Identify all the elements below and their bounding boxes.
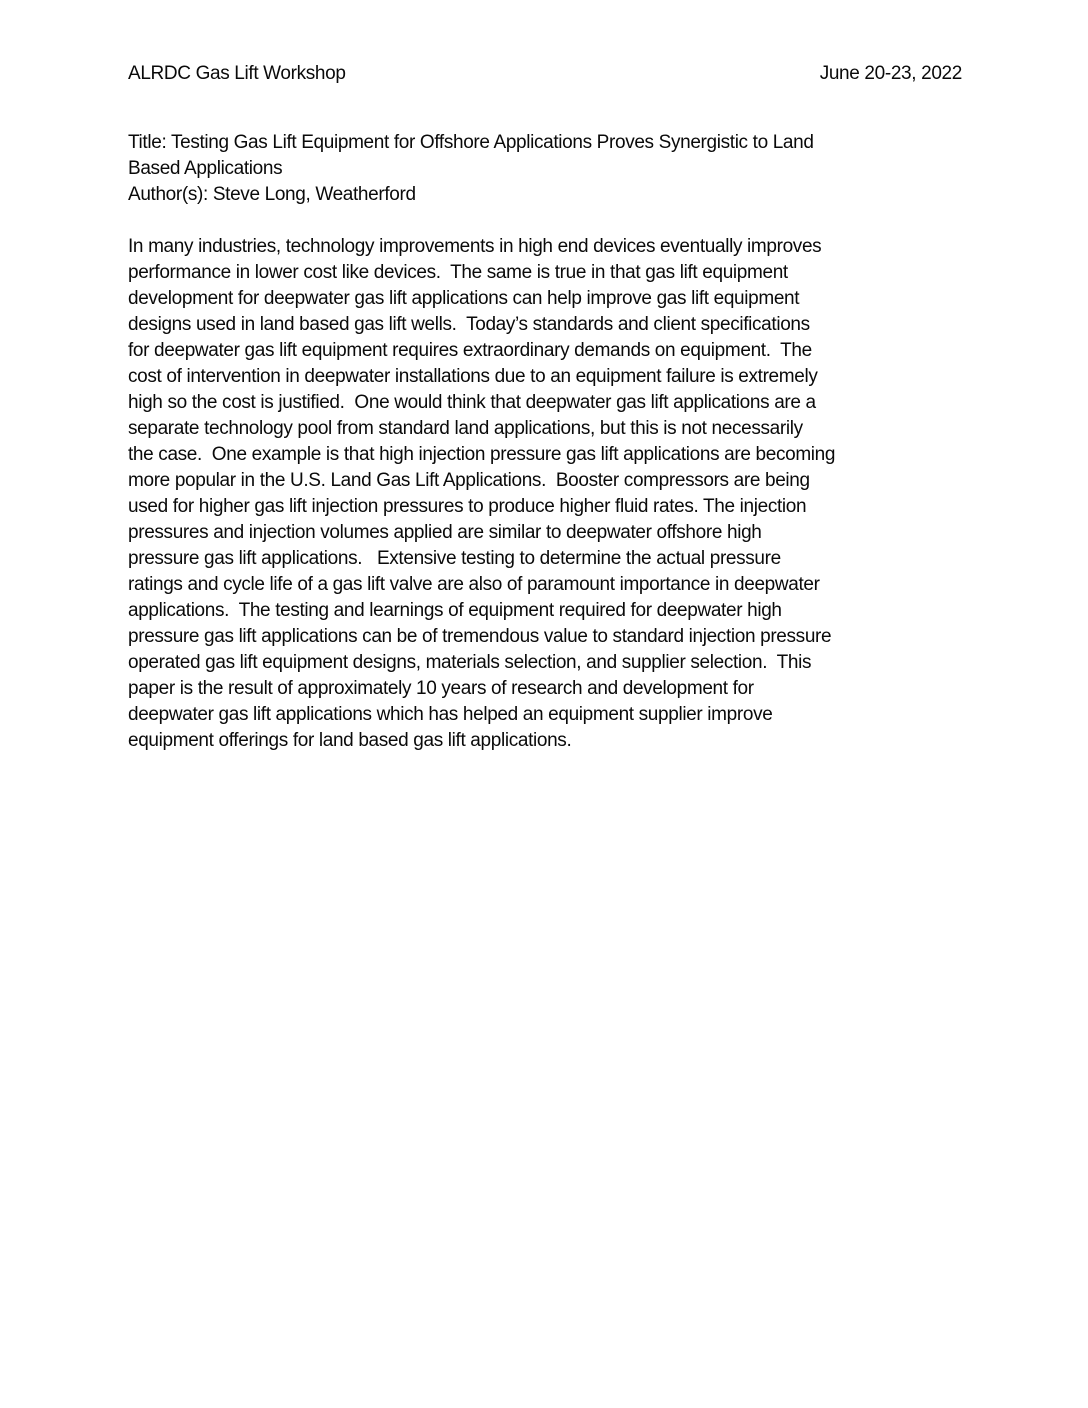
abstract-line: separate technology pool from standard land applications, but this is not necessarily [128, 418, 803, 439]
title-line: Author(s): Steve Long, Weatherford [128, 184, 416, 205]
abstract-paragraph [128, 234, 962, 754]
title-author-block [128, 130, 962, 208]
abstract-line: pressure gas lift applications can be of tremendous value to standard injection pressure [128, 626, 832, 647]
abstract-line: development for deepwater gas lift applications can help improve gas lift equipment [128, 288, 800, 309]
abstract-line: equipment offerings for land based gas lift applications. [128, 730, 572, 751]
title-line: Title: Testing Gas Lift Equipment for Offshore Applications Proves Synergistic to Land [128, 132, 814, 153]
page-header [128, 61, 962, 87]
abstract-line: applications. The testing and learnings of equipment required for deepwater high [128, 600, 782, 621]
abstract-line: operated gas lift equipment designs, materials selection, and supplier selection. This [128, 652, 812, 673]
abstract-line: paper is the result of approximately 10 years of research and development for [128, 678, 754, 699]
abstract-line: performance in lower cost like devices. The same is true in that gas lift equipment [128, 262, 788, 283]
abstract-line: cost of intervention in deepwater installations due to an equipment failure is extremely [128, 366, 818, 387]
abstract-line: ratings and cycle life of a gas lift valve are also of paramount importance in deepwater [128, 574, 820, 595]
header-date: June 20-23, 2022 [819, 63, 962, 84]
abstract-line: pressure gas lift applications. Extensive testing to determine the actual pressure [128, 548, 781, 569]
abstract-line: deepwater gas lift applications which has helped an equipment supplier improve [128, 704, 773, 725]
abstract-line: more popular in the U.S. Land Gas Lift Applications. Booster compressors are being [128, 470, 810, 491]
title-line: Based Applications [128, 158, 283, 179]
abstract-line: In many industries, technology improvements in high end devices eventually improves [128, 236, 822, 257]
header-workshop-name: ALRDC Gas Lift Workshop [128, 63, 346, 84]
abstract-line: for deepwater gas lift equipment requires extraordinary demands on equipment. The [128, 340, 812, 361]
abstract-line: used for higher gas lift injection pressures to produce higher fluid rates. The injection [128, 496, 807, 517]
abstract-line: pressures and injection volumes applied are similar to deepwater offshore high [128, 522, 762, 543]
abstract-line: high so the cost is justified. One would think that deepwater gas lift applications are a [128, 392, 816, 413]
abstract-line: the case. One example is that high injection pressure gas lift applications are becoming [128, 444, 836, 465]
abstract-line: designs used in land based gas lift wells. Today’s standards and client specifications [128, 314, 810, 335]
